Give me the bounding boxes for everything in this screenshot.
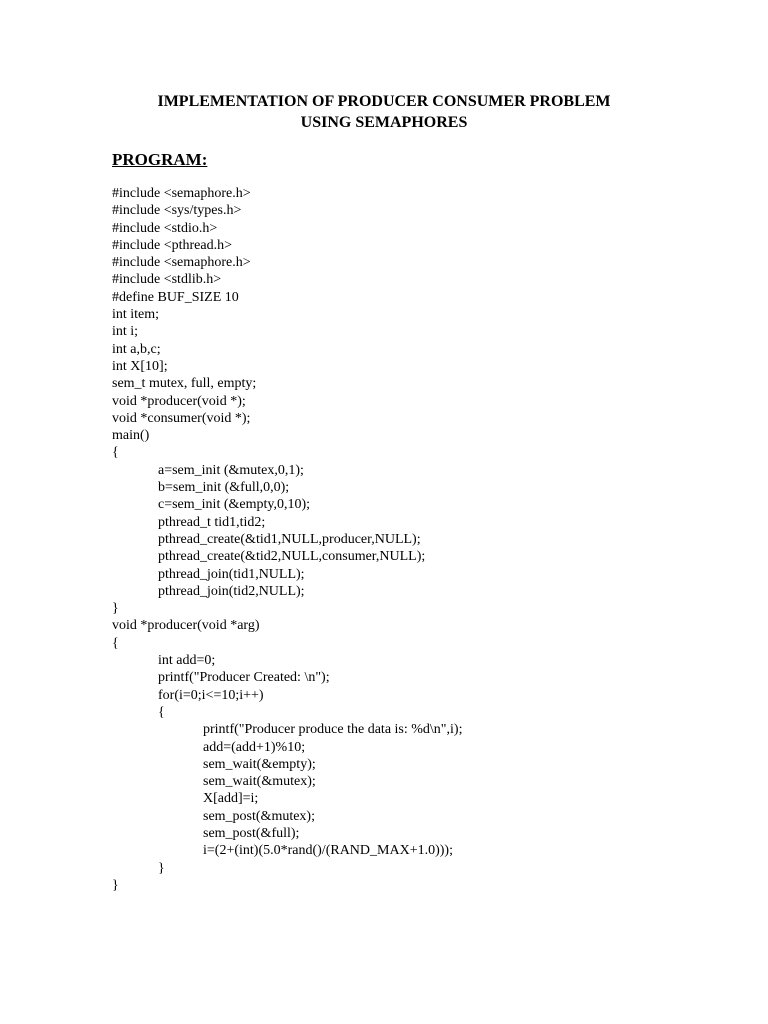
code-line: printf("Producer produce the data is: %d\n",i); bbox=[203, 722, 463, 738]
code-line: pthread_join(tid2,NULL); bbox=[158, 583, 305, 599]
code-line: pthread_t tid1,tid2; bbox=[158, 514, 266, 530]
code-line: #define BUF_SIZE 10 bbox=[112, 289, 239, 305]
code-line: int item; bbox=[112, 307, 160, 323]
code-line: #include <sys/types.h> bbox=[112, 203, 242, 219]
code-line: main() bbox=[112, 428, 150, 444]
code-line: } bbox=[158, 860, 165, 876]
code-line: for(i=0;i<=10;i++) bbox=[158, 687, 264, 703]
code-line: sem_t mutex, full, empty; bbox=[112, 376, 257, 392]
document-title-line-2: USING SEMAPHORES bbox=[300, 114, 468, 131]
code-line: sem_wait(&empty); bbox=[203, 756, 316, 772]
code-line: void *consumer(void *); bbox=[112, 410, 251, 426]
code-line: b=sem_init (&full,0,0); bbox=[158, 480, 290, 496]
code-line: { bbox=[112, 445, 119, 461]
code-line: printf("Producer Created: \n"); bbox=[158, 670, 330, 686]
code-line: #include <semaphore.h> bbox=[112, 186, 251, 201]
code-line: i=(2+(int)(5.0*rand()/(RAND_MAX+1.0))); bbox=[203, 843, 453, 859]
code-line: { bbox=[112, 635, 119, 651]
code-line: add=(add+1)%10; bbox=[203, 739, 306, 755]
code-line: X[add]=i; bbox=[203, 791, 259, 807]
document-title-line-1: IMPLEMENTATION OF PRODUCER CONSUMER PROBLEM bbox=[157, 93, 611, 110]
code-line: pthread_create(&tid2,NULL,consumer,NULL); bbox=[158, 549, 426, 565]
code-line: int a,b,c; bbox=[112, 341, 161, 357]
code-line: void *producer(void *); bbox=[112, 393, 246, 409]
code-line: #include <stdio.h> bbox=[112, 220, 218, 236]
code-listing bbox=[112, 185, 462, 894]
code-line: int X[10]; bbox=[112, 358, 168, 374]
code-line: int add=0; bbox=[158, 653, 216, 669]
code-line: int i; bbox=[112, 324, 139, 340]
code-line: } bbox=[112, 877, 119, 893]
code-line: #include <semaphore.h> bbox=[112, 255, 251, 271]
code-line: #include <stdlib.h> bbox=[112, 272, 222, 288]
code-line: } bbox=[112, 601, 119, 617]
code-line: pthread_join(tid1,NULL); bbox=[158, 566, 305, 582]
code-line: sem_post(&full); bbox=[203, 825, 300, 841]
code-line: sem_post(&mutex); bbox=[203, 808, 315, 824]
code-line: a=sem_init (&mutex,0,1); bbox=[158, 462, 304, 478]
code-line: sem_wait(&mutex); bbox=[203, 774, 316, 790]
program-heading: PROGRAM: bbox=[112, 150, 208, 169]
code-line: c=sem_init (&empty,0,10); bbox=[158, 497, 311, 513]
code-line: void *producer(void *arg) bbox=[112, 618, 260, 634]
code-line: pthread_create(&tid1,NULL,producer,NULL); bbox=[158, 531, 421, 547]
code-line: #include <pthread.h> bbox=[112, 237, 232, 253]
code-line: { bbox=[158, 704, 165, 720]
